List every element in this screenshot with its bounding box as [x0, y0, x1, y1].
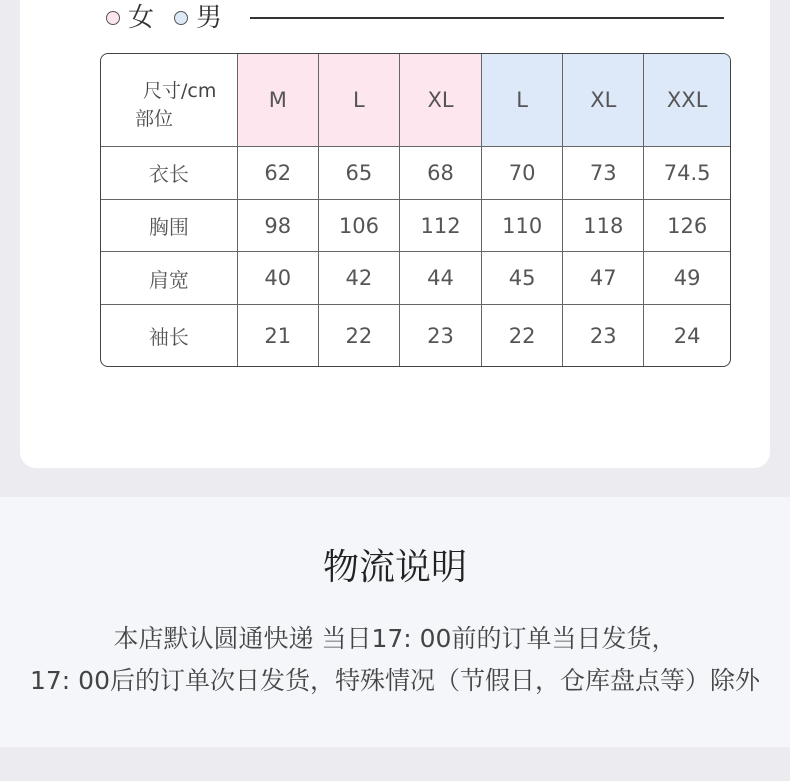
table-cell: 112: [399, 199, 481, 251]
part-label: 部位: [135, 108, 174, 130]
size-header-male-xl: XL: [563, 54, 644, 146]
row-label: 肩宽: [101, 252, 237, 305]
legend-male: [174, 5, 222, 31]
table-cell: 49: [644, 252, 730, 305]
legend-male-label: 男: [196, 3, 223, 33]
legend-female: [106, 5, 154, 31]
logistics-line-2: 17: 00后的订单次日发货，特殊情况（节假日，仓库盘点等）除外: [30, 666, 760, 695]
legend-female-label: 女: [128, 3, 155, 33]
table-cell: 62: [237, 146, 318, 199]
gender-legend: [106, 0, 242, 38]
row-label: 胸围: [101, 199, 237, 251]
table-cell: 118: [563, 199, 644, 251]
size-header-male-xxl: XXL: [644, 54, 730, 146]
table-corner-cell: [101, 54, 237, 146]
table-cell: 42: [318, 252, 399, 305]
table-cell: 70: [482, 146, 563, 199]
table-row: [101, 146, 730, 199]
table-cell: 21: [237, 305, 318, 366]
table-cell: 68: [399, 146, 481, 199]
table-cell: 24: [644, 305, 730, 366]
row-label: 衣长: [101, 146, 237, 199]
size-header-female-l: L: [318, 54, 399, 146]
table-cell: 73: [563, 146, 644, 199]
unit-label: 尺寸/cm: [143, 80, 217, 102]
row-label: 袖长: [101, 305, 237, 366]
male-circle-icon: [174, 11, 188, 25]
table-cell: 44: [399, 252, 481, 305]
table-cell: 45: [482, 252, 563, 305]
size-header-female-xl: XL: [399, 54, 481, 146]
logistics-title: 物流说明: [322, 547, 467, 588]
size-table: [100, 53, 731, 367]
logistics-section: [0, 497, 790, 747]
size-header-male-l: L: [482, 54, 563, 146]
size-chart-card: [20, 0, 770, 468]
female-circle-icon: [106, 11, 120, 25]
table-cell: 40: [237, 252, 318, 305]
table-row: [101, 199, 730, 251]
table-cell: 65: [318, 146, 399, 199]
table-cell: 23: [563, 305, 644, 366]
table-cell: 110: [482, 199, 563, 251]
table-row: [101, 305, 730, 366]
table-cell: 22: [318, 305, 399, 366]
table-cell: 74.5: [644, 146, 730, 199]
size-header-female-m: M: [237, 54, 318, 146]
logistics-line-1: 本店默认圆通快递 当日17: 00前的订单当日发货，: [113, 624, 677, 653]
table-header-row: [101, 54, 730, 146]
table-cell: 22: [482, 305, 563, 366]
table-cell: 98: [237, 199, 318, 251]
table-cell: 23: [399, 305, 481, 366]
table-cell: 47: [563, 252, 644, 305]
table-cell: 126: [644, 199, 730, 251]
table-row: [101, 252, 730, 305]
legend-divider: [250, 17, 724, 19]
table-cell: 106: [318, 199, 399, 251]
